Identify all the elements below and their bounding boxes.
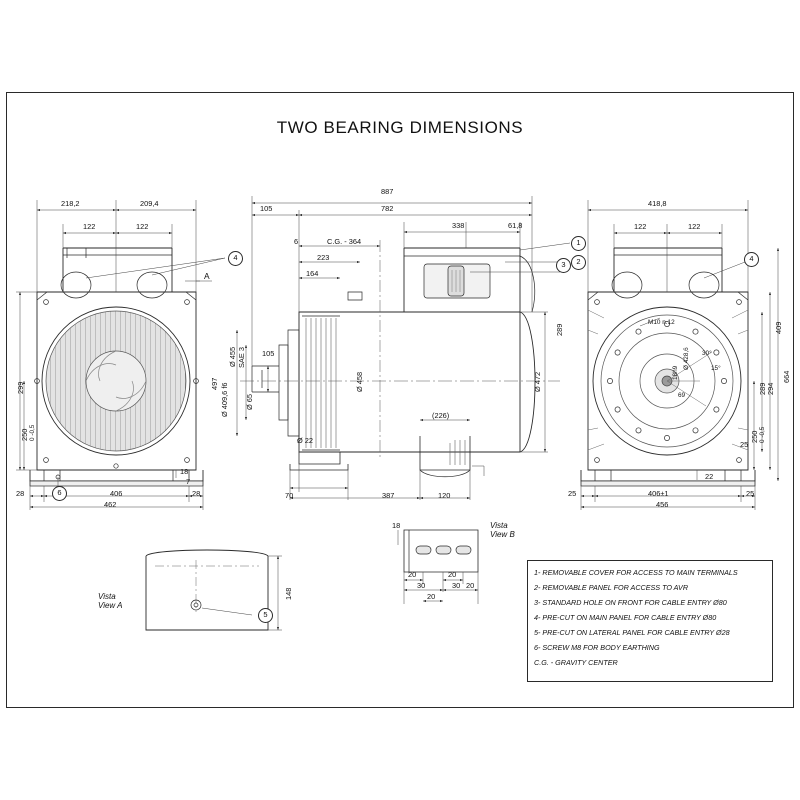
callout-5[interactable]: 5 [258, 608, 273, 623]
dim-left-218-2: 218,2 [61, 199, 80, 208]
dim-center-887: 887 [381, 187, 394, 196]
dim-right-294: 294 [766, 382, 775, 395]
dim-left-122-a: 122 [83, 222, 96, 231]
dim-right-22: 22 [705, 472, 714, 481]
callout-4-left[interactable]: 4 [228, 251, 243, 266]
dim-view-b-20-l: 20 [408, 570, 417, 579]
angle-15: 15° [711, 365, 721, 372]
page-title: TWO BEARING DIMENSIONS [276, 118, 524, 137]
dim-right-250-tolerance: 0 -0,5 [759, 426, 766, 443]
view-a-label-line1: Vista [98, 592, 116, 601]
view-a-label-line2: View [98, 601, 116, 611]
note-1: 1- REMOVABLE COVER FOR ACCESS TO MAIN TERMINALS [534, 568, 738, 577]
dim-left-209-4: 209,4 [140, 199, 159, 208]
section-letter-a: A [204, 271, 210, 281]
dim-center-289: 289 [555, 323, 564, 336]
angle-30: 30° [702, 350, 712, 357]
callout-1[interactable]: 1 [571, 236, 586, 251]
dim-view-a-148: 148 [284, 587, 293, 600]
dim-dia-22: Ø 22 [297, 436, 314, 445]
dim-left-28-b: 28 [192, 489, 201, 498]
note-3: 3- STANDARD HOLE ON FRONT FOR CABLE ENTRY Ø80 [534, 598, 727, 607]
dim-center-226: (226) [432, 411, 450, 420]
dim-center-223: 223 [317, 253, 330, 262]
dim-right-409: 409 [774, 321, 783, 334]
dim-right-664: 664 [782, 370, 791, 383]
dim-dia-65: Ø 65 [245, 393, 254, 410]
callout-3[interactable]: 3 [556, 258, 571, 273]
view-b-label-line2: View [490, 530, 508, 540]
dim-69: 69 [678, 392, 686, 399]
dim-left-7: 7 [186, 477, 191, 486]
view-a-label [98, 592, 122, 610]
dim-dia-409-6: Ø 409,6 f6 [220, 382, 229, 417]
view-b-geometry [398, 530, 478, 604]
callout-2[interactable]: 2 [571, 255, 586, 270]
dim-right-456: 456 [656, 500, 669, 509]
dim-view-b-30-r: 30 [452, 581, 461, 590]
view-b-label-line1: Vista [490, 521, 508, 530]
dim-dia-472: Ø 472 [533, 371, 542, 392]
dim-right-289: 289 [758, 382, 767, 395]
left-view-geometry [30, 248, 203, 486]
dim-view-b-30-l: 30 [417, 581, 426, 590]
dim-view-b-20-m: 20 [448, 570, 457, 579]
dim-center-497: 497 [210, 377, 219, 390]
label-sae-3: SAE 3 [237, 347, 246, 368]
view-b-label [490, 521, 515, 539]
dim-center-338: 338 [452, 221, 465, 230]
note-4: 4- PRE-CUT ON MAIN PANEL FOR CABLE ENTRY Ø80 [534, 613, 717, 622]
dim-right-250: 250 [750, 430, 759, 443]
dim-left-250-tolerance: 0 -0,5 [29, 424, 36, 441]
dim-right-418-8: 418,8 [648, 199, 667, 208]
dim-center-105: 105 [260, 204, 273, 213]
dim-18h9: 18h9 [672, 365, 679, 380]
dim-right-25-b: 25 [746, 489, 755, 498]
dim-right-25-a: 25 [568, 489, 577, 498]
dim-left-299: 299 [16, 381, 25, 394]
dim-center-61-8: 61,8 [508, 221, 523, 230]
dim-right-122-a: 122 [634, 222, 647, 231]
dim-right-25-c: 25 [740, 440, 749, 449]
dim-view-b-18: 18 [392, 521, 401, 530]
dim-left-462: 462 [104, 500, 117, 509]
label-bolt-spec: M10 n.12 [648, 319, 675, 326]
notes-box [527, 560, 773, 682]
center-view-geometry [237, 248, 560, 477]
dim-left-250: 250 [20, 428, 29, 441]
note-cg: C.G. - GRAVITY CENTER [534, 658, 618, 667]
view-b-letter: B [509, 530, 515, 540]
dim-center-164: 164 [306, 269, 319, 278]
note-2: 2- REMOVABLE PANEL FOR ACCESS TO AVR [534, 583, 689, 592]
callout-4-right[interactable]: 4 [744, 252, 759, 267]
dim-left-406: 406 [110, 489, 123, 498]
dim-center-120: 120 [438, 491, 451, 500]
dim-left-122-b: 122 [136, 222, 149, 231]
label-cg: C.G. - 364 [327, 237, 362, 246]
callout-6[interactable]: 6 [52, 486, 67, 501]
dim-view-b-20-b: 20 [427, 592, 436, 601]
dim-left-28-a: 28 [16, 489, 25, 498]
dim-dia-455: Ø 455 [228, 346, 237, 367]
view-a-letter: A [117, 601, 123, 611]
right-view-geometry [581, 248, 755, 486]
note-5: 5- PRE-CUT ON LATERAL PANEL FOR CABLE ENTRY Ø28 [534, 628, 730, 637]
note-6: 6- SCREW M8 FOR BODY EARTHING [534, 643, 660, 652]
dim-dia-428-6: Ø 428,6 [683, 347, 690, 370]
dim-view-b-20-r: 20 [466, 581, 475, 590]
dim-center-387: 387 [382, 491, 395, 500]
dim-right-406: 406±1 [648, 489, 669, 498]
dim-center-6: 6 [294, 237, 299, 246]
dim-center-105-b: 105 [262, 349, 275, 358]
dim-center-70: 70 [285, 491, 294, 500]
dim-center-782: 782 [381, 204, 394, 213]
dim-dia-458: Ø 458 [355, 371, 364, 392]
dim-left-18: 18 [180, 467, 189, 476]
dim-right-122-b: 122 [688, 222, 701, 231]
